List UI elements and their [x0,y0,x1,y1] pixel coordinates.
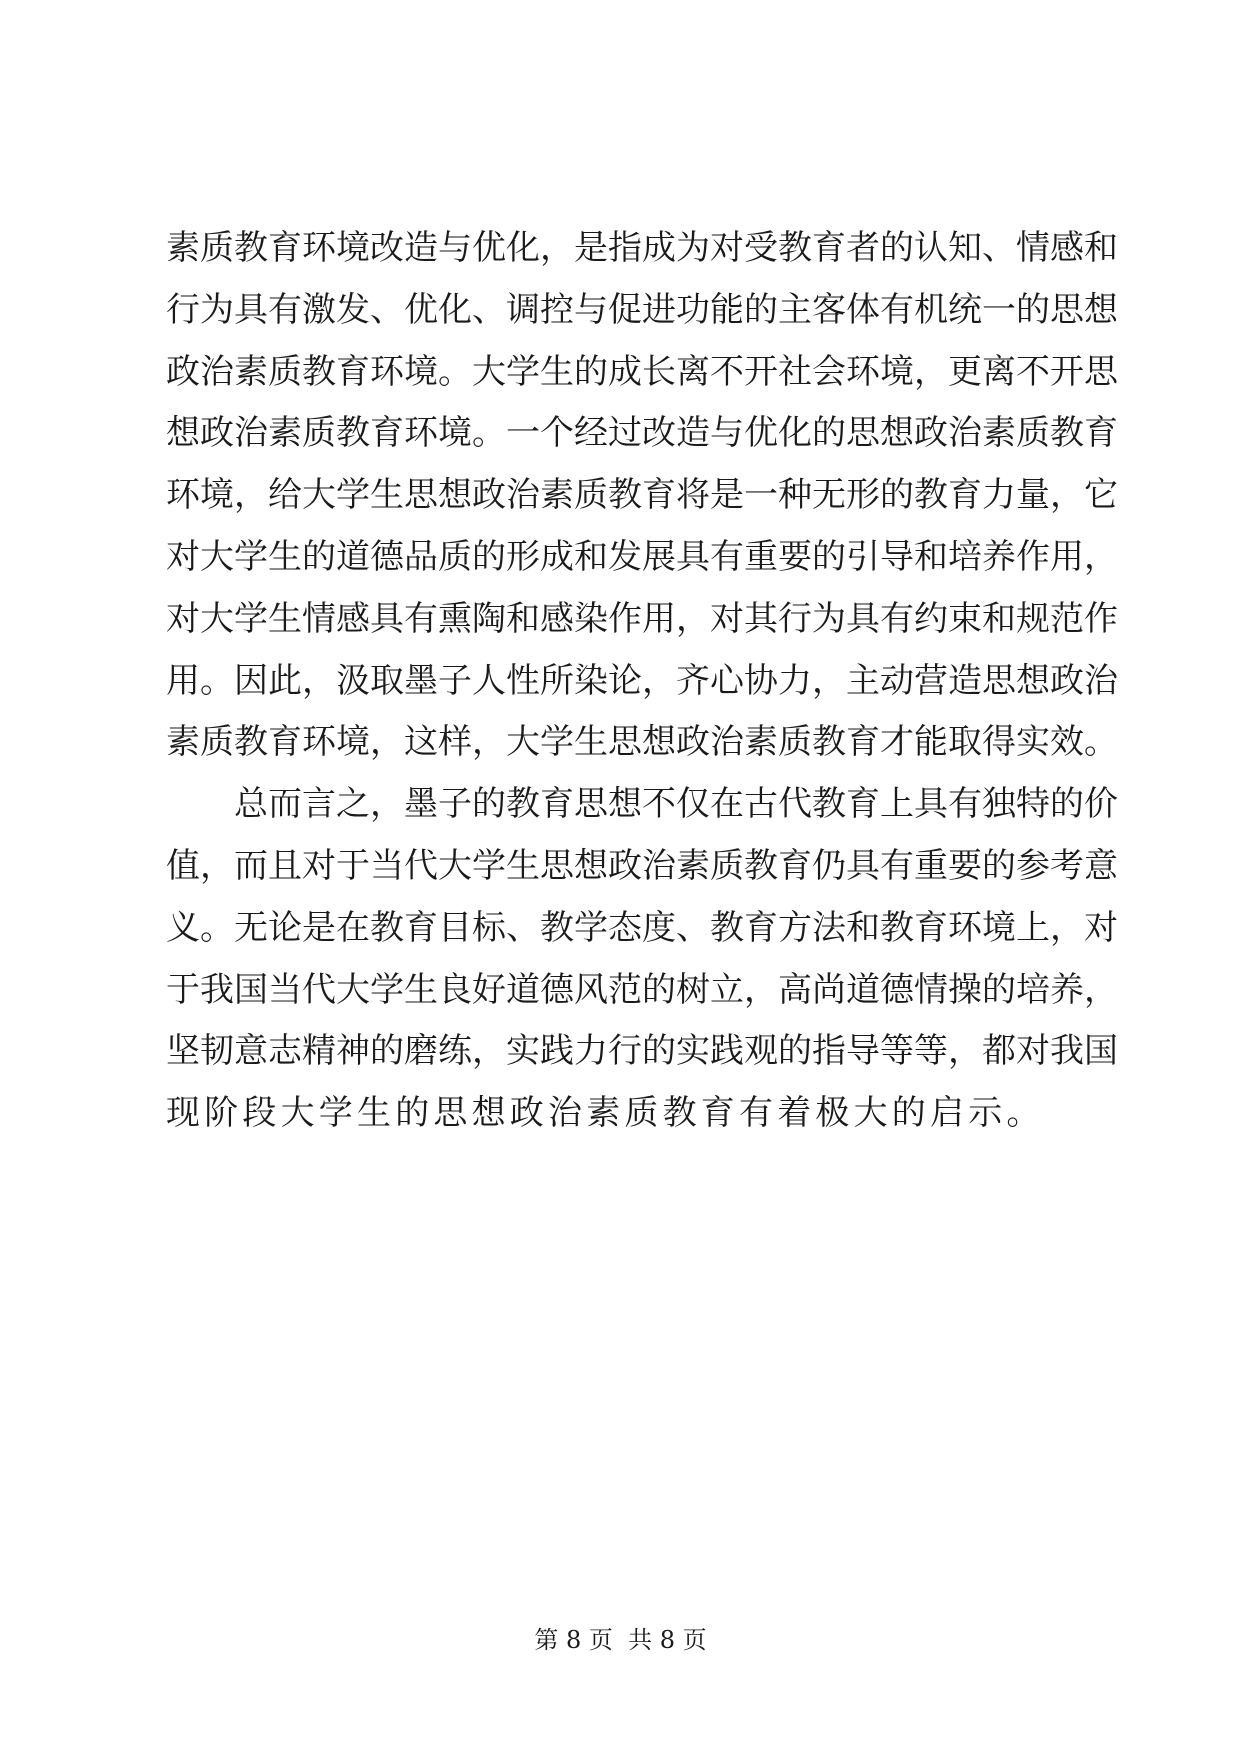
page-number-footer: 第 8 页 共 8 页 [534,1626,707,1654]
document-body [166,228,1118,1155]
paragraph-last-line: 现阶段大学生的思想政治素质教育有着极大的启示。 [166,1093,1045,1134]
text-line: 素 质 教 育 环 境 ， 这 样 ， 大 学 生 思 想 政 治 素 质 教 育 才 能 取 得 实 效 。 [166,722,1118,763]
text-line: 政 治 素 质 教 育 环 境 。 大 学 生 的 成 长 离 不 开 社 会 环 境 ， 更 离 不 开 思 [166,351,1118,392]
text-line: 义 。 无 论 是 在 教 育 目 标 、 教 学 态 度 、 教 育 方 法 和 教 育 环 境 上 ， 对 [166,907,1118,948]
text-line: 素 质 教 育 环 境 改 造 与 优 化 ， 是 指 成 为 对 受 教 育 者 的 认 知 、 情 感 和 [166,228,1118,268]
text-line: 值 ， 而 且 对 于 当 代 大 学 生 思 想 政 治 素 质 教 育 仍 具 有 重 要 的 参 考 意 [166,845,1118,886]
text-line: 对 大 学 生 的 道 德 品 质 的 形 成 和 发 展 具 有 重 要 的 引 导 和 培 养 作 用 ， [166,536,1118,577]
text-line: 环 境 ， 给 大 学 生 思 想 政 治 素 质 教 育 将 是 一 种 无 形 的 教 育 力 量 ， 它 [166,475,1118,516]
text-line: 行 为 具 有 激 发 、 优 化 、 调 控 与 促 进 功 能 的 主 客 体 有 机 统 一 的 思 想 [166,289,1118,330]
text-line: 想 政 治 素 质 教 育 环 境 。 一 个 经 过 改 造 与 优 化 的 思 想 政 治 素 质 教 育 [166,413,1118,454]
text-line: 对 大 学 生 情 感 具 有 熏 陶 和 感 染 作 用 ， 对 其 行 为 具 有 约 束 和 规 范 作 [166,598,1118,639]
paragraph-first-line: 总 而 言 之 ， 墨 子 的 教 育 思 想 不 仅 在 古 代 教 育 上 具 有 独 特 的 价 [234,784,1118,825]
text-line: 用 。 因 此 ， 汲 取 墨 子 人 性 所 染 论 ， 齐 心 协 力 ， 主 动 营 造 思 想 政 治 [166,660,1118,701]
text-line: 于 我 国 当 代 大 学 生 良 好 道 德 风 范 的 树 立 ， 高 尚 道 德 情 操 的 培 养 ， [166,969,1118,1010]
text-line: 坚 韧 意 志 精 神 的 磨 练 ， 实 践 力 行 的 实 践 观 的 指 导 等 等 ， 都 对 我 国 [166,1031,1118,1072]
